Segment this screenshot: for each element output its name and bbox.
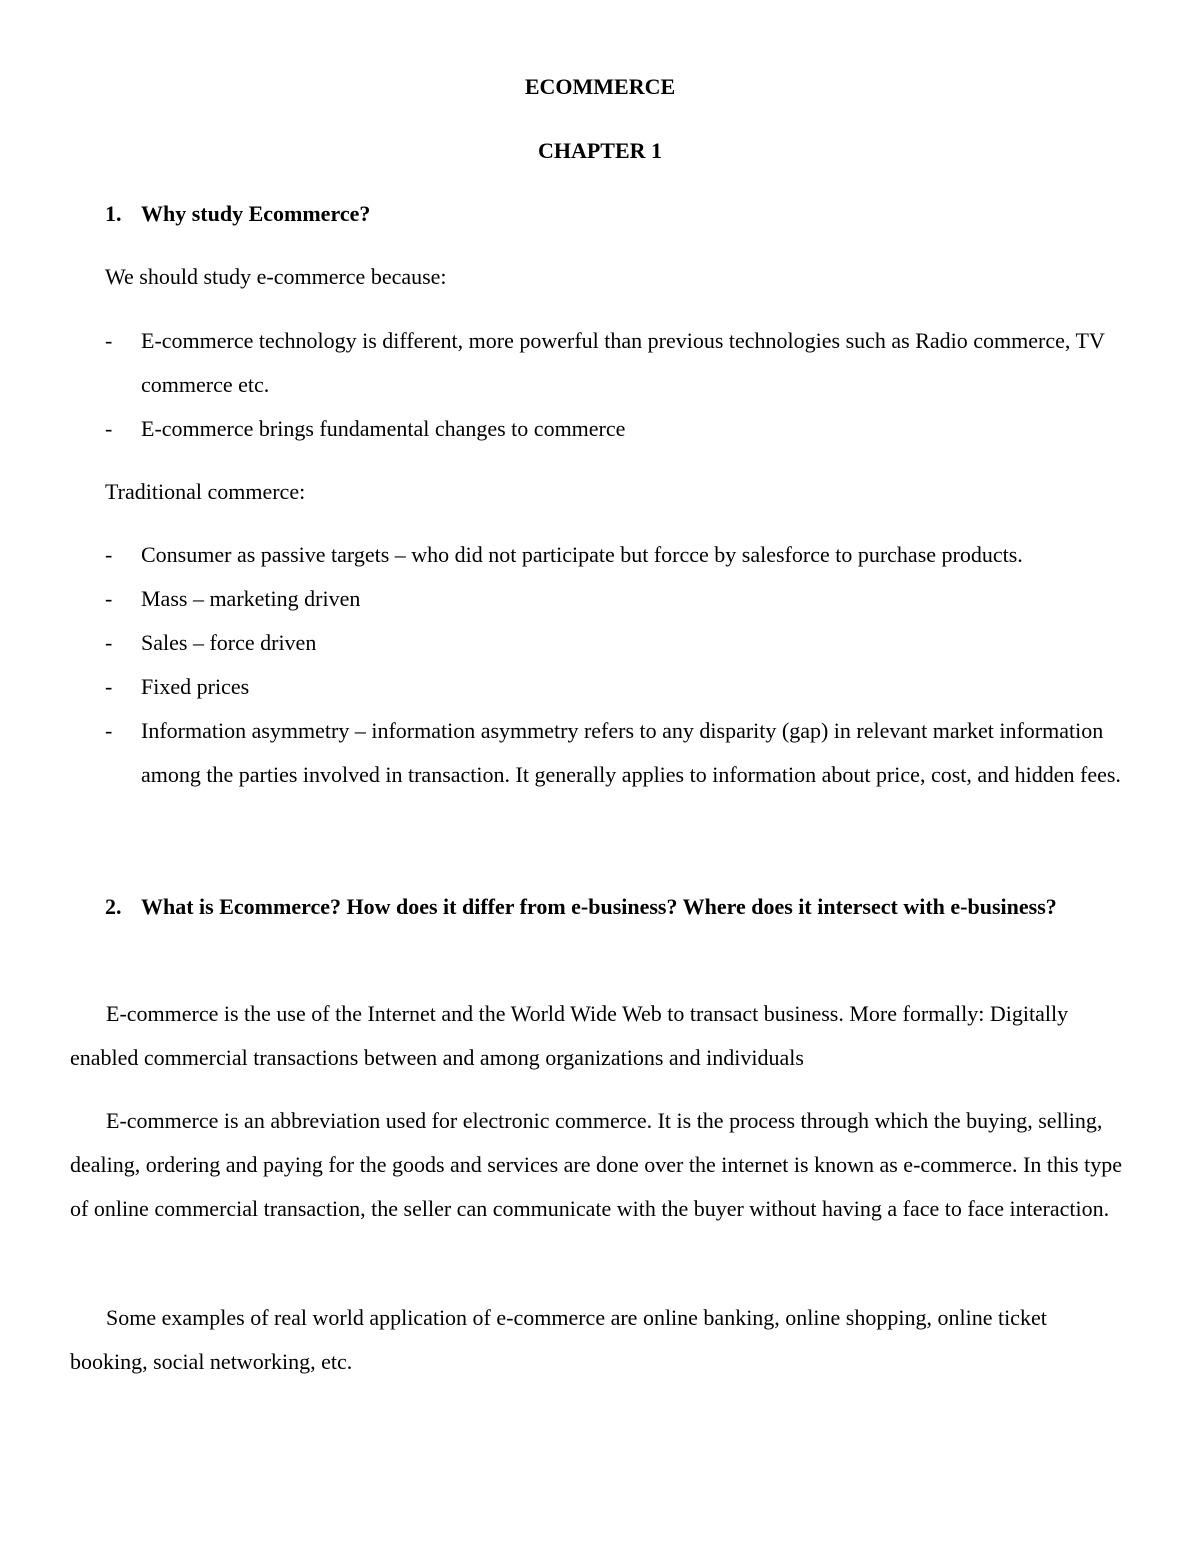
section-1-heading: [105, 192, 1145, 236]
bullet-dash: -: [105, 416, 113, 441]
paragraph: Some examples of real world application of e-commerce are online banking, online shopping, online ticket booking, social networking, etc.: [70, 1305, 1047, 1374]
bullet-dash: -: [105, 718, 113, 743]
list-item-text: Mass – marketing driven: [141, 586, 361, 611]
bullet-dash: -: [105, 674, 113, 699]
document-title: ECOMMERCE: [524, 74, 676, 99]
traditional-commerce-list: [105, 533, 1145, 797]
bullet-dash: -: [105, 328, 113, 353]
section-1-intro: We should study e-commerce because:: [105, 264, 447, 289]
bullet-dash: -: [105, 586, 113, 611]
paragraph: E-commerce is the use of the Internet and the World Wide Web to transact business. More formally: Digitally enabled commercial transactions between and among organizations and individuals: [70, 1001, 1069, 1070]
list-item-text: Sales – force driven: [141, 630, 317, 655]
paragraph: E-commerce is an abbreviation used for electronic commerce. It is the process through which the buying, selling, dealing, ordering and paying for the goods and services are done over the internet is known as e-commerce. In this type of online commercial transaction, the seller can communicate with the buyer without having a face to face interaction.: [70, 1108, 1122, 1221]
bullet-dash: -: [105, 630, 113, 655]
list-item: [105, 665, 1145, 709]
traditional-commerce-label: Traditional commerce:: [105, 479, 306, 504]
bullet-dash: -: [105, 542, 113, 567]
list-item: [105, 709, 1145, 797]
list-item: [105, 319, 1115, 407]
list-item-text: Consumer as passive targets – who did not participate but forcce by salesforce to purchase products.: [141, 542, 1023, 567]
list-item-text: E-commerce technology is different, more powerful than previous technologies such as Radio commerce, TV commerce etc.: [141, 328, 1105, 397]
section-2-heading: [105, 885, 1115, 929]
list-item: [105, 577, 1145, 621]
section-heading-text: What is Ecommerce? How does it differ from e-business? Where does it intersect with e-business?: [141, 894, 1057, 919]
section-heading-text: Why study Ecommerce?: [141, 201, 371, 226]
list-item: [105, 621, 1145, 665]
section-number: 2.: [105, 894, 122, 919]
chapter-title: CHAPTER 1: [537, 138, 663, 163]
list-item: [105, 407, 1115, 451]
list-item-text: E-commerce brings fundamental changes to commerce: [141, 416, 626, 441]
section-number: 1.: [105, 201, 122, 226]
list-item-text: Information asymmetry – information asymmetry refers to any disparity (gap) in relevant market information among the parties involved in transaction. It generally applies to information about price, cost, and hidden fees.: [141, 718, 1121, 787]
reasons-list: [105, 319, 1115, 451]
list-item: [105, 533, 1145, 577]
list-item-text: Fixed prices: [141, 674, 250, 699]
